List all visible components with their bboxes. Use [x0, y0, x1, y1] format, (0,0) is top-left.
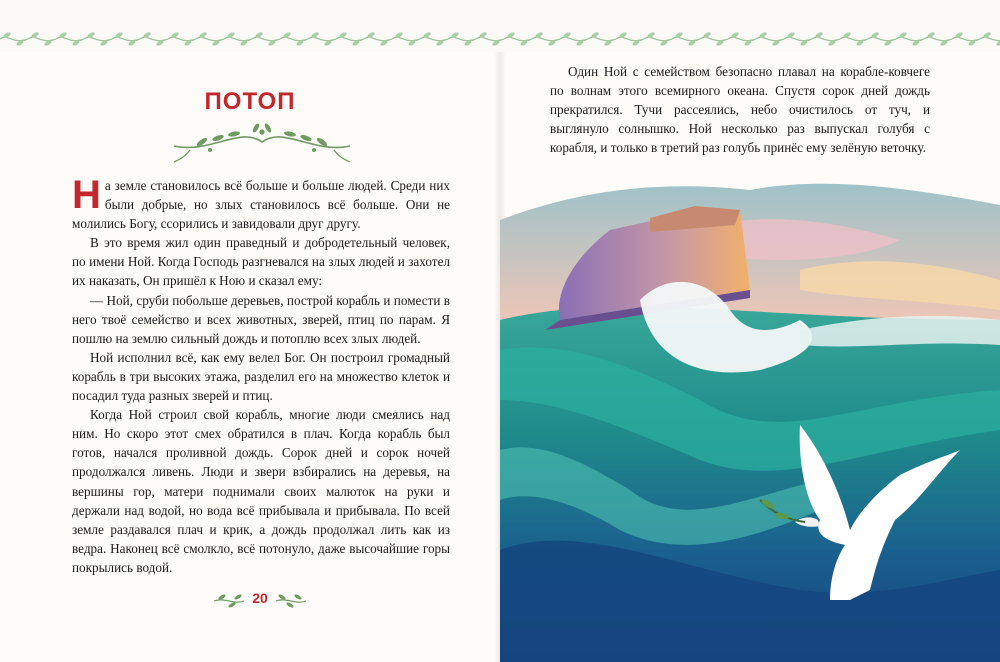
paragraph-5: Когда Ной строил свой корабль, многие люди смеялись над ним. Но скоро этот смех обратился в плач. Когда корабль был готов, начался проливной дождь. Сорок дней и сорок ночей продолжался ливень. Люди и звери взбирались на деревья, на вершины гор, матери поднимали своих малюток на руки и держали над водой, но вода всё прибывала и прибывала. По всей земле раздавался плач и крик, а дождь продолжал лить как из ведра. Наконец всё смолкло, всё потонуло, даже высочайшие горы покрылись водой. [72, 407, 450, 575]
right-page-text [550, 62, 930, 157]
chapter-title: ПОТОП [204, 88, 296, 115]
right-paragraph: Один Ной с семейством безопасно плавал на корабле-ковчеге по волнам этого всемирного океана. Спустя сорок дней дождь прекратился. Тучи рассеялись, небо очистилось от туч, и выглянуло солнышко. Ной несколько раз выпускал голубя с корабля, и только в третий раз голубь принёс ему зелёную веточку. [550, 64, 930, 156]
drop-cap-letter: Н [72, 173, 101, 217]
page-number-footer [210, 588, 310, 614]
page-number: 20 [252, 590, 268, 606]
paragraph-1 [72, 173, 450, 233]
top-vine-border [0, 28, 1000, 50]
paragraph-2: В это время жил один праведный и добродетельный человек, по имени Ной. Когда Господь разгневался на злых людей и захотел их наказать, Он пришёл к Ною и сказал ему: [72, 235, 450, 289]
chapter-text [72, 173, 450, 577]
paragraph-1-text: а земле становилось всё больше и больше людей. Среди них были добрые, но злых становилось всё больше. Они не молились Богу, ссорились и завидовали друг другу. [72, 178, 450, 232]
paragraph-4: Ной исполнил всё, как ему велел Бог. Он построил громадный корабль в три высоких этажа, разделил его на множество клеток и посадил туда разных зверей и птиц. [72, 349, 450, 404]
noah-ark-flood-illustration [500, 170, 1000, 662]
paragraph-3: — Ной, сруби побольше деревьев, построй корабль и помести в него твоё семейство и всех животных, зверей, птиц по парам. Я пошлю на землю сильный дождь и потоплю всех злых людей. [72, 292, 450, 346]
olive-branch-ornament [170, 118, 354, 166]
